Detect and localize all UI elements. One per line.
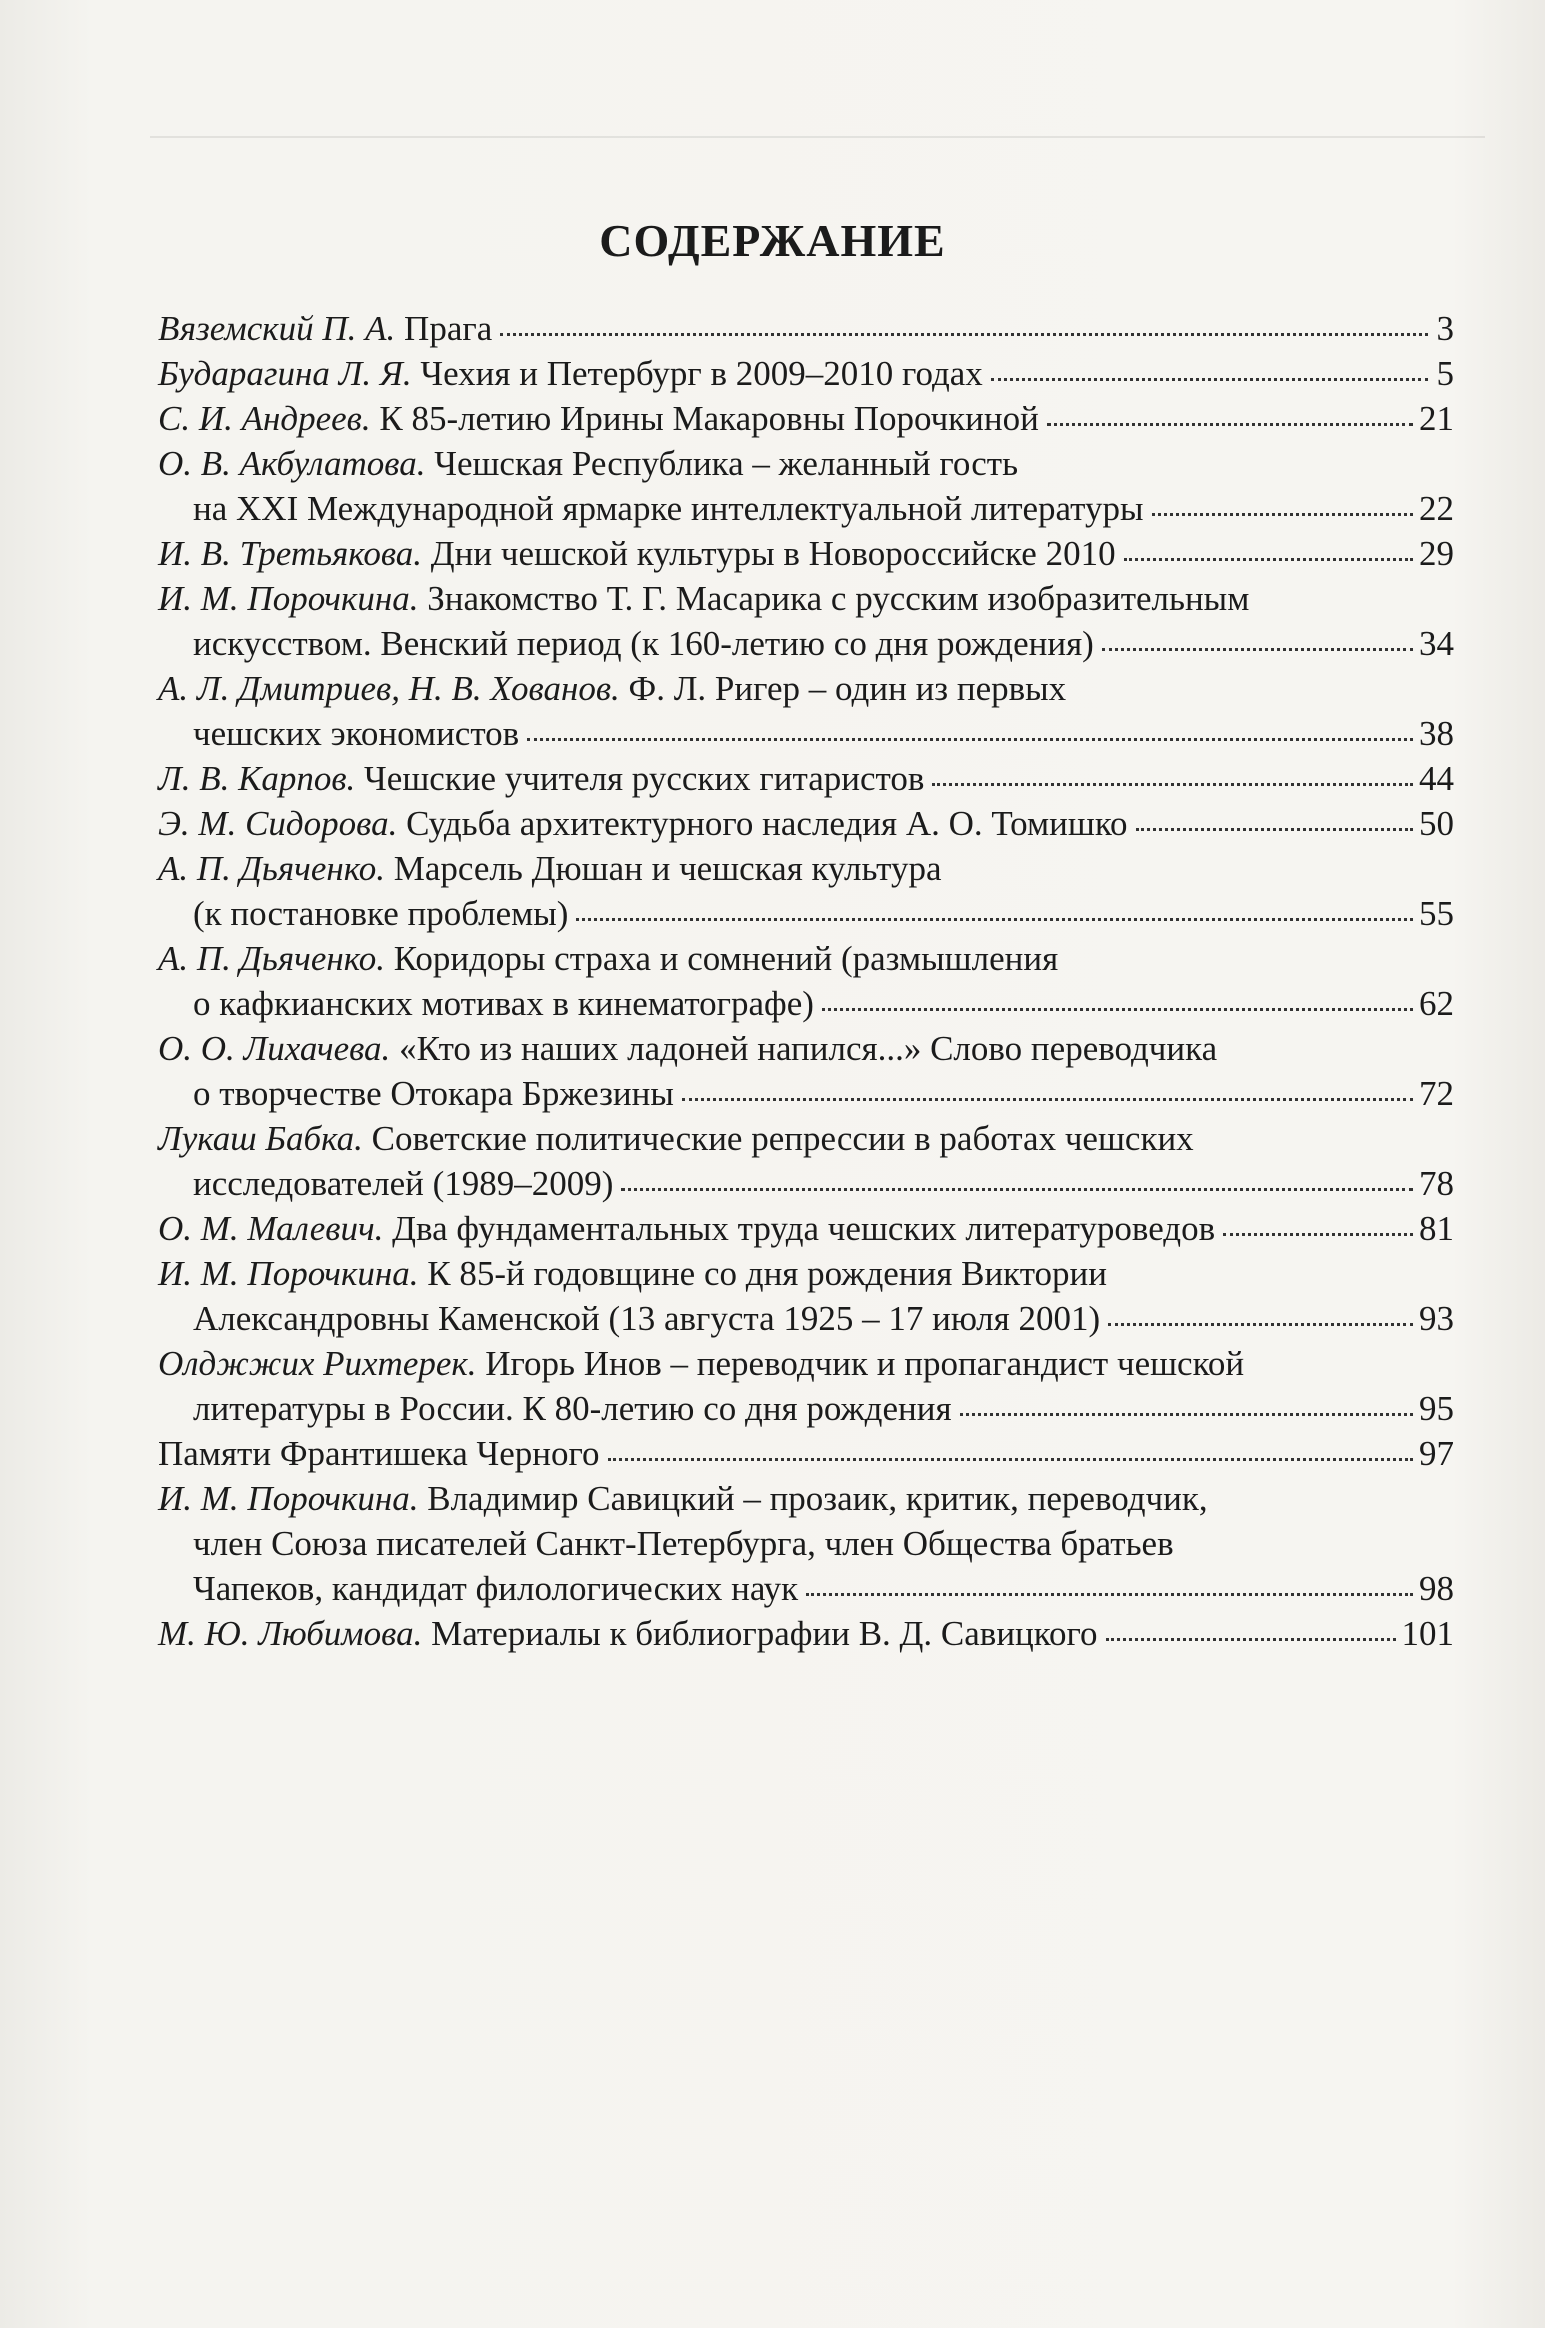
toc-author: И. М. Порочкина. xyxy=(158,1479,419,1518)
toc-title-text: Советские политические репрессии в работах чешских xyxy=(362,1119,1194,1158)
toc-title-text: Памяти Франтишека Черного xyxy=(158,1434,600,1473)
dot-leader xyxy=(932,783,1413,786)
toc-entry-line xyxy=(158,531,1454,576)
toc-title-text: К 85-й годовщине со дня рождения Виктории xyxy=(418,1254,1108,1293)
toc-entry-line xyxy=(158,396,1454,441)
toc-page-number: 22 xyxy=(1419,489,1454,528)
dot-leader xyxy=(822,1008,1413,1011)
toc-entry xyxy=(158,1206,1454,1251)
toc-title-text: Марсель Дюшан и чешская культура xyxy=(385,849,942,888)
toc-page-number: 98 xyxy=(1419,1569,1454,1608)
toc-author: Бударагина Л. Я. xyxy=(158,354,412,393)
toc-title-text: Два фундаментальных труда чешских литературоведов xyxy=(383,1209,1216,1248)
toc-entry xyxy=(158,666,1454,756)
toc-entry-line xyxy=(158,756,1454,801)
toc-entry xyxy=(158,846,1454,936)
toc-entry xyxy=(158,1251,1454,1341)
toc-page-number: 78 xyxy=(1419,1164,1454,1203)
toc-entry xyxy=(158,396,1454,441)
toc-entry xyxy=(158,306,1454,351)
toc-page-number: 38 xyxy=(1419,714,1454,753)
toc-entry xyxy=(158,441,1454,531)
toc-page-number: 3 xyxy=(1436,309,1454,348)
dot-leader xyxy=(682,1098,1413,1101)
dot-leader xyxy=(1102,648,1413,651)
dot-leader xyxy=(1223,1233,1413,1236)
toc-entry-line xyxy=(158,711,1454,756)
page-title: СОДЕРЖАНИЕ xyxy=(599,215,946,266)
toc-entry xyxy=(158,1476,1454,1611)
toc-entry-line xyxy=(158,1296,1454,1341)
toc-page-number: 97 xyxy=(1419,1434,1454,1473)
toc-title-text: литературы в России. К 80-летию со дня рождения xyxy=(193,1389,952,1428)
toc-page-number: 72 xyxy=(1419,1074,1454,1113)
toc-page-number: 44 xyxy=(1419,759,1454,798)
toc-author: О. О. Лихачева. xyxy=(158,1029,391,1068)
toc-page-number: 62 xyxy=(1419,984,1454,1023)
toc-entry-line xyxy=(158,1521,1454,1566)
dot-leader xyxy=(960,1413,1413,1416)
toc-entry-line xyxy=(158,846,1454,891)
toc-entry xyxy=(158,576,1454,666)
toc-author: С. И. Андреев. xyxy=(158,399,371,438)
dot-leader xyxy=(500,333,1428,336)
toc-title-text: Знакомство Т. Г. Масарика с русским изобразительным xyxy=(418,579,1250,618)
toc-author: Лукаш Бабка. xyxy=(158,1119,363,1158)
toc-page-number: 50 xyxy=(1419,804,1454,843)
toc-title-text: на XXI Международной ярмарке интеллектуальной литературы xyxy=(193,489,1144,528)
toc-title-text: чешских экономистов xyxy=(193,714,520,753)
toc-title-text: Дни чешской культуры в Новороссийске 2010 xyxy=(422,534,1116,573)
toc-title-text: Судьба архитектурного наследия А. О. Томишко xyxy=(397,804,1128,843)
toc-entry-line xyxy=(158,1251,1454,1296)
toc-page-number: 21 xyxy=(1419,399,1454,438)
toc-page-number: 81 xyxy=(1419,1209,1454,1248)
toc-entry xyxy=(158,531,1454,576)
toc-entry-line xyxy=(158,441,1454,486)
toc-entry-line xyxy=(158,351,1454,396)
toc-author: Вяземский П. А. xyxy=(158,309,396,348)
toc-entry xyxy=(158,936,1454,1026)
bleed-through-header xyxy=(150,96,1485,138)
toc-title-text: К 85-летию Ирины Макаровны Порочкиной xyxy=(370,399,1039,438)
toc-title-text: искусством. Венский период (к 160-летию со дня рождения) xyxy=(193,624,1094,663)
toc-page-number: 29 xyxy=(1419,534,1454,573)
toc-title-text: о кафкианских мотивах в кинематографе) xyxy=(193,984,814,1023)
toc-entry xyxy=(158,1341,1454,1431)
dot-leader xyxy=(576,918,1413,921)
toc-entry-line xyxy=(158,1026,1454,1071)
toc-entry-line xyxy=(158,306,1454,351)
toc-title-text: Чапеков, кандидат филологических наук xyxy=(193,1569,799,1608)
dot-leader xyxy=(1152,513,1413,516)
toc-entry-line xyxy=(158,1386,1454,1431)
toc-title-text: Коридоры страха и сомнений (размышления xyxy=(385,939,1059,978)
toc-title-text: Ф. Л. Ригер – один из первых xyxy=(619,669,1067,708)
toc-page-number: 55 xyxy=(1419,894,1454,933)
toc-author: Олджжих Рихтерек. xyxy=(158,1344,477,1383)
dot-leader xyxy=(527,738,1413,741)
dot-leader xyxy=(991,378,1428,381)
toc-entry xyxy=(158,1431,1454,1476)
toc-author: И. В. Третьякова. xyxy=(158,534,423,573)
toc-page-number: 93 xyxy=(1419,1299,1454,1338)
toc-entry-line xyxy=(158,621,1454,666)
dot-leader xyxy=(608,1458,1413,1461)
toc-author: А. П. Дьяченко. xyxy=(158,849,386,888)
toc-title-text: член Союза писателей Санкт-Петербурга, член Общества братьев xyxy=(193,1524,1174,1563)
toc-entry-line xyxy=(158,1611,1454,1656)
toc-entry-line xyxy=(158,1341,1454,1386)
toc-entry-line xyxy=(158,801,1454,846)
dot-leader xyxy=(1106,1638,1396,1641)
toc-author: Л. В. Карпов. xyxy=(158,759,356,798)
toc-title-text: Александровны Каменской (13 августа 1925 – 17 июля 2001) xyxy=(193,1299,1101,1338)
toc-entry-line xyxy=(158,1431,1454,1476)
toc-title-text: Материалы к библиографии В. Д. Савицкого xyxy=(422,1614,1098,1653)
toc-entry xyxy=(158,1026,1454,1116)
toc-author: М. Ю. Любимова. xyxy=(158,1614,423,1653)
toc-author: О. М. Малевич. xyxy=(158,1209,384,1248)
toc-title-text: о творчестве Отокара Бржезины xyxy=(193,1074,674,1113)
toc-entry xyxy=(158,756,1454,801)
toc-entry-line xyxy=(158,1206,1454,1251)
toc-entry-line xyxy=(158,936,1454,981)
toc-page-number: 5 xyxy=(1436,354,1454,393)
toc-entry-line xyxy=(158,666,1454,711)
toc-entry xyxy=(158,351,1454,396)
toc-entry-line xyxy=(158,1161,1454,1206)
toc-title-text: Чешская Республика – желанный гость xyxy=(425,444,1019,483)
toc-title-text: исследователей (1989–2009) xyxy=(193,1164,614,1203)
toc-entry-line xyxy=(158,1566,1454,1611)
toc-page-number: 101 xyxy=(1401,1614,1454,1653)
toc-title-text: «Кто из наших ладоней напился...» Слово переводчика xyxy=(390,1029,1218,1068)
dot-leader xyxy=(1124,558,1413,561)
dot-leader xyxy=(1108,1323,1413,1326)
toc-title-text: (к постановке проблемы) xyxy=(193,894,569,933)
toc-title-text: Прага xyxy=(395,309,493,348)
toc-title-text: Игорь Инов – переводчик и пропагандист чешской xyxy=(476,1344,1245,1383)
toc-author: О. В. Акбулатова. xyxy=(158,444,426,483)
toc-entry-line xyxy=(158,576,1454,621)
toc-entry-line xyxy=(158,891,1454,936)
toc-author: А. Л. Дмитриев, Н. В. Хованов. xyxy=(158,669,620,708)
toc-page-number: 95 xyxy=(1419,1389,1454,1428)
toc-title-text: Владимир Савицкий – прозаик, критик, переводчик, xyxy=(418,1479,1208,1518)
dot-leader xyxy=(621,1188,1413,1191)
toc-entry-line xyxy=(158,1476,1454,1521)
toc-author: Э. М. Сидорова. xyxy=(158,804,398,843)
toc-page-number: 34 xyxy=(1419,624,1454,663)
toc-author: И. М. Порочкина. xyxy=(158,1254,419,1293)
toc-author: А. П. Дьяченко. xyxy=(158,939,386,978)
toc-entry-line xyxy=(158,981,1454,1026)
toc-entry xyxy=(158,1116,1454,1206)
toc-author: И. М. Порочкина. xyxy=(158,579,419,618)
dot-leader xyxy=(1047,423,1413,426)
toc-entry-line xyxy=(158,1071,1454,1116)
toc-entry-line xyxy=(158,486,1454,531)
toc-entry-line xyxy=(158,1116,1454,1161)
dot-leader xyxy=(806,1593,1413,1596)
toc-title-text: Чешские учителя русских гитаристов xyxy=(355,759,925,798)
toc-title-text: Чехия и Петербург в 2009–2010 годах xyxy=(411,354,983,393)
toc-entry xyxy=(158,801,1454,846)
table-of-contents xyxy=(158,306,1454,1656)
toc-entry xyxy=(158,1611,1454,1656)
dot-leader xyxy=(1136,828,1413,831)
